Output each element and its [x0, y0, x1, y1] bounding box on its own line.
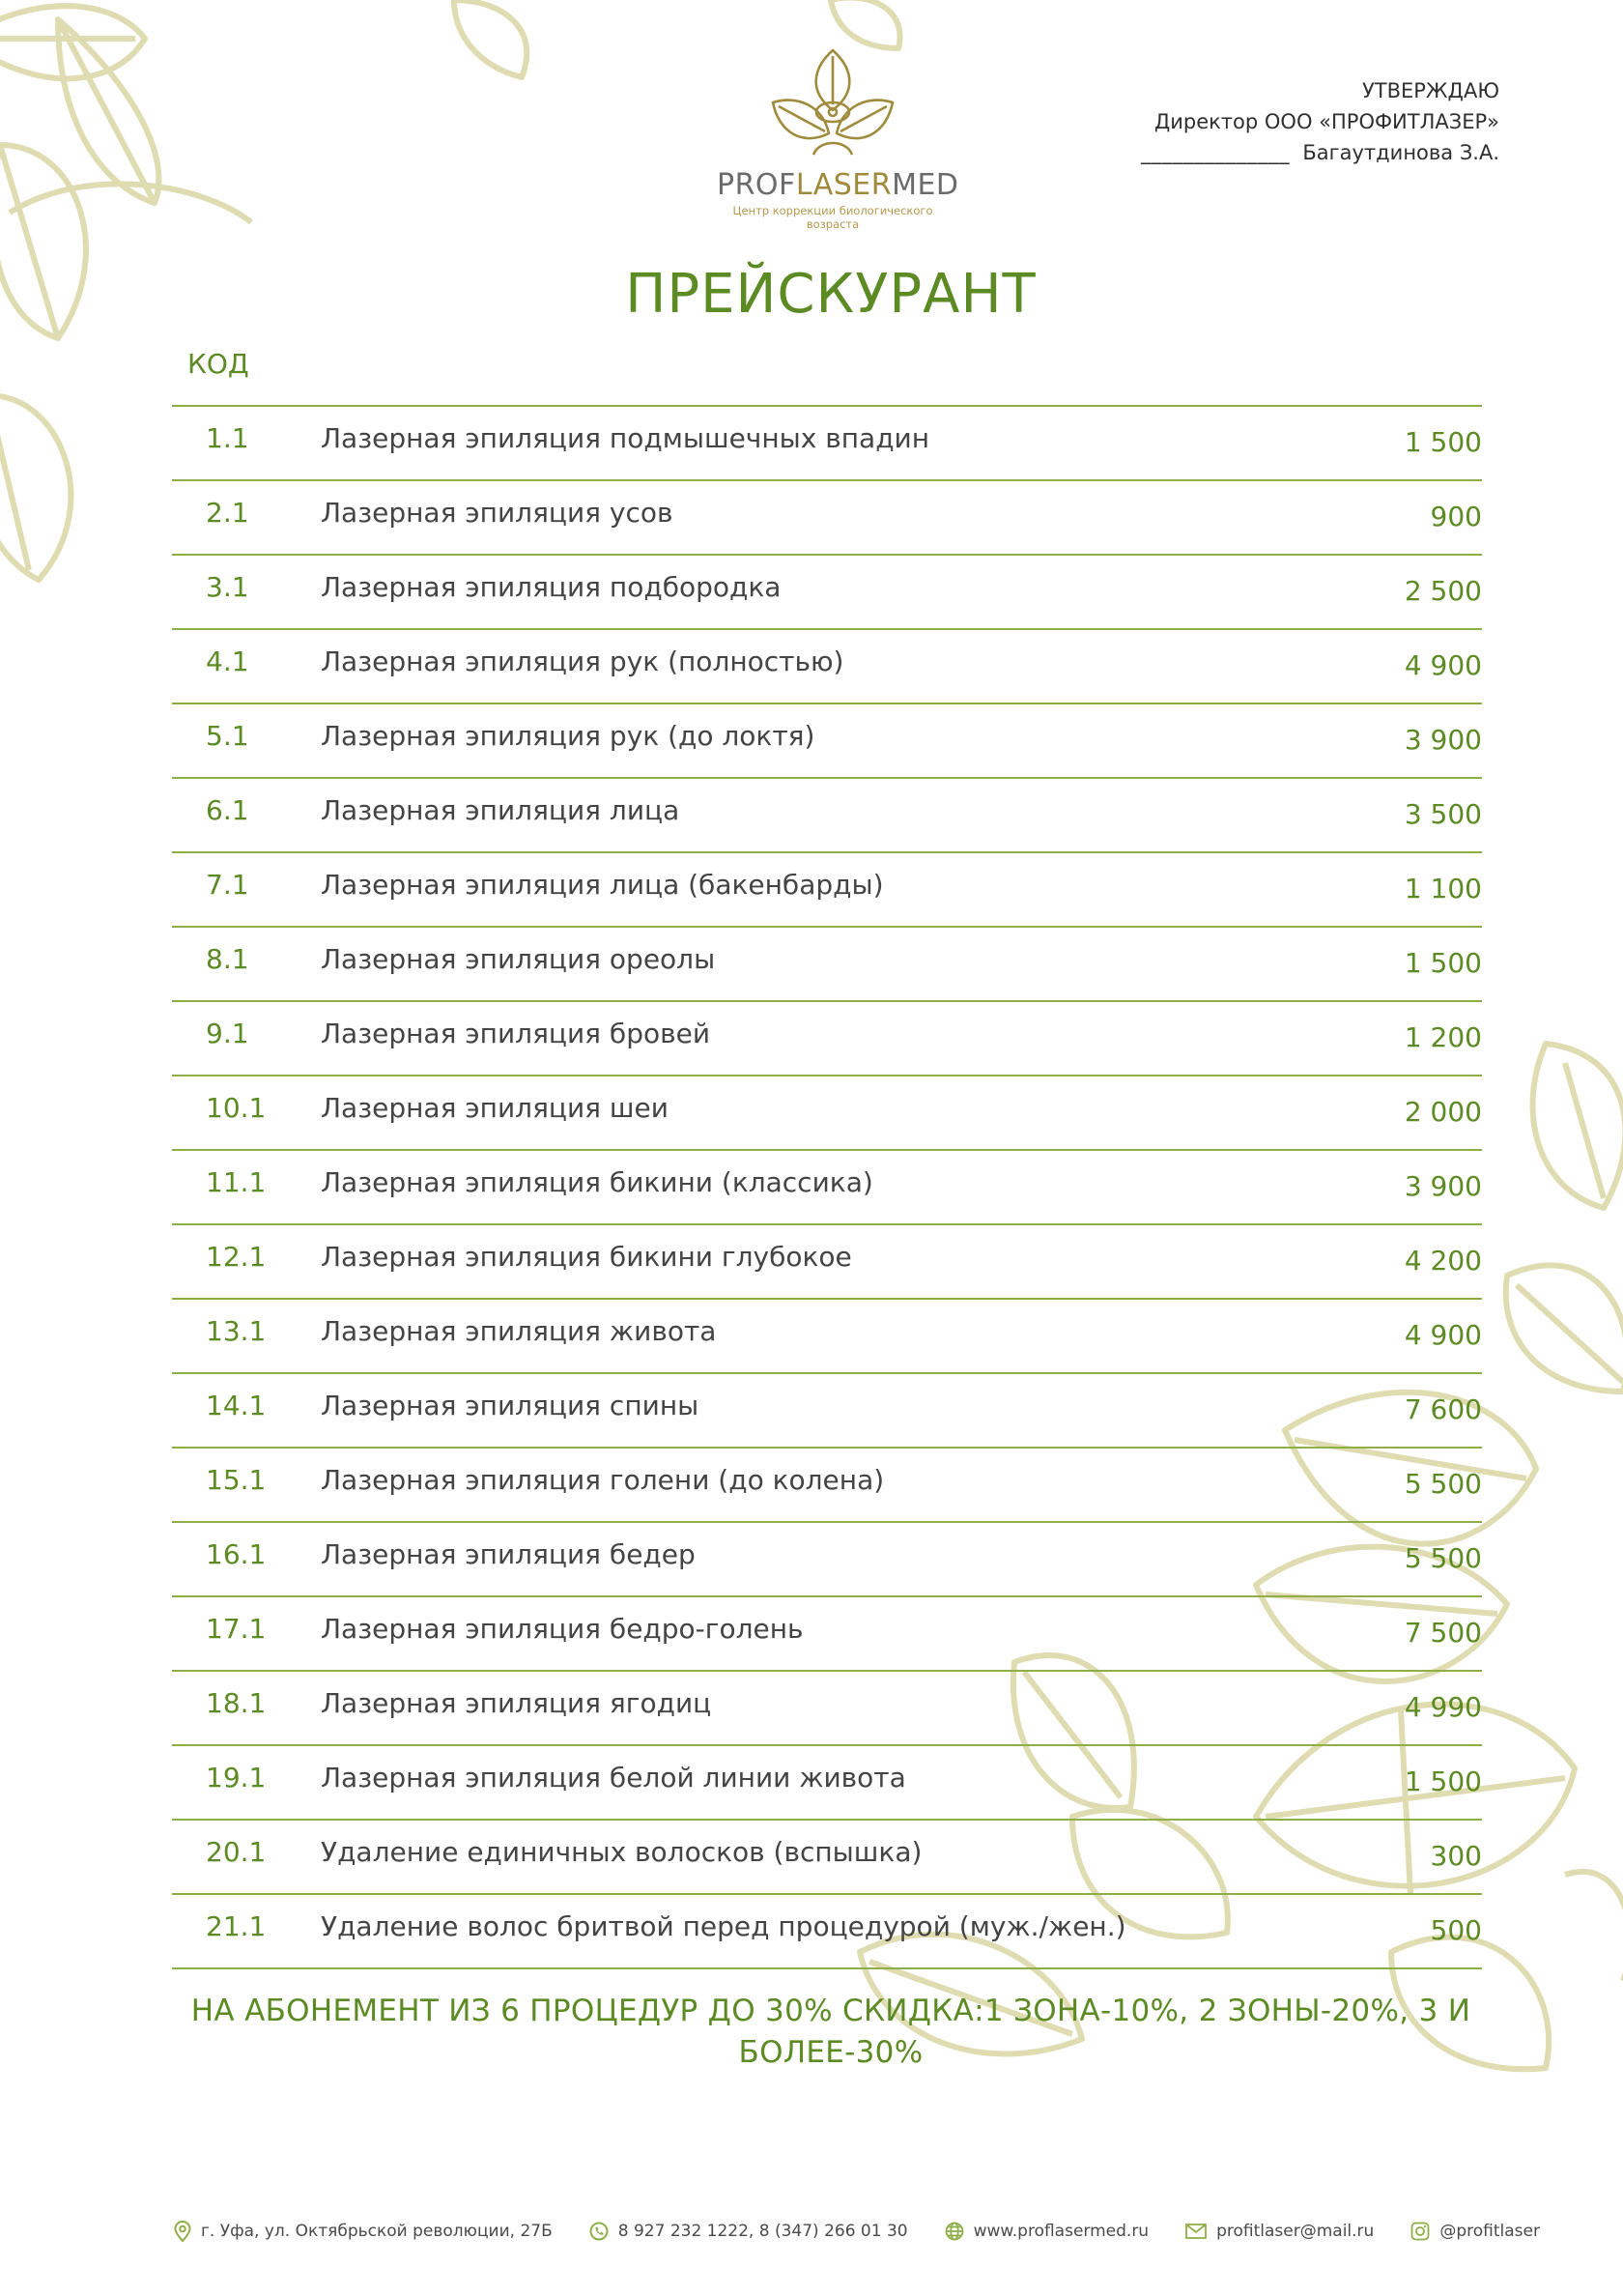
- price-code: 3.1: [206, 571, 249, 603]
- price-row: [172, 1000, 1482, 1075]
- promo-line-1: НА АБОНЕМЕНТ ИЗ 6 ПРОЦЕДУР ДО 30% СКИДКА:1 ЗОНА-10%, 2 ЗОНЫ-20%, 3 И: [190, 1994, 1471, 2028]
- service-price: 1 500: [1404, 1765, 1482, 1797]
- logo-brand-mid: LASER: [795, 168, 893, 202]
- approval-title: УТВЕРЖДАЮ: [1361, 79, 1499, 102]
- service-price: 4 990: [1404, 1691, 1482, 1723]
- footer-email-link[interactable]: profitlaser@mail.ru: [1216, 2222, 1375, 2241]
- service-price: 4 200: [1404, 1245, 1482, 1277]
- envelope-icon: [1185, 2224, 1207, 2239]
- company-logo: [717, 46, 959, 231]
- service-price: 7 500: [1404, 1617, 1482, 1649]
- service-price: 3 500: [1404, 798, 1482, 830]
- service-price: 7 600: [1404, 1393, 1482, 1425]
- logo-subtitle-line1: Центр коррекции биологического: [732, 204, 933, 217]
- service-price: 1 200: [1404, 1021, 1482, 1053]
- service-price: 5 500: [1404, 1468, 1482, 1500]
- service-name: Лазерная эпиляция рук (полностью): [321, 646, 844, 677]
- price-row: [172, 1893, 1482, 1967]
- service-price: 3 900: [1404, 1170, 1482, 1202]
- price-code: 6.1: [206, 794, 249, 826]
- price-code: 14.1: [206, 1390, 267, 1421]
- approval-position: Директор ООО «ПРОФИТЛАЗЕР»: [1153, 110, 1499, 133]
- price-code: 19.1: [206, 1762, 267, 1794]
- service-price: 1 500: [1404, 947, 1482, 979]
- subscription-promo: [145, 1991, 1517, 2074]
- service-name: Лазерная эпиляция бикини (классика): [321, 1166, 873, 1198]
- table-bottom-rule: [172, 1967, 1482, 1969]
- service-name: Лазерная эпиляция бикини глубокое: [321, 1241, 852, 1273]
- price-code: 1.1: [206, 422, 249, 454]
- service-price: 3 900: [1404, 724, 1482, 756]
- price-row: [172, 1298, 1482, 1372]
- price-row: [172, 1372, 1482, 1447]
- footer-website-link[interactable]: www.proflasermed.ru: [973, 2222, 1150, 2241]
- price-code: 2.1: [206, 497, 249, 529]
- service-price: 500: [1430, 1914, 1482, 1946]
- service-name: Удаление волос бритвой перед процедурой (муж./жен.): [321, 1910, 1126, 1942]
- price-row: [172, 405, 1482, 479]
- price-code: 21.1: [206, 1910, 267, 1942]
- service-price: 2 500: [1404, 575, 1482, 607]
- service-price: 300: [1430, 1840, 1482, 1872]
- service-name: Лазерная эпиляция усов: [321, 497, 673, 529]
- price-row: [172, 777, 1482, 851]
- service-name: Лазерная эпиляция ягодиц: [321, 1687, 712, 1719]
- service-price: 1 500: [1404, 426, 1482, 458]
- price-code: 11.1: [206, 1166, 267, 1198]
- price-row: [172, 628, 1482, 703]
- service-name: Лазерная эпиляция бедро-голень: [321, 1613, 804, 1645]
- price-row: [172, 703, 1482, 777]
- price-row: [172, 554, 1482, 628]
- price-row: [172, 851, 1482, 926]
- approval-signature-row: [1141, 137, 1499, 168]
- service-name: Лазерная эпиляция спины: [321, 1390, 699, 1421]
- globe-icon: [945, 2222, 964, 2241]
- price-code: 8.1: [206, 943, 249, 975]
- price-code: 20.1: [206, 1836, 267, 1868]
- price-row: [172, 1670, 1482, 1744]
- service-price: 900: [1430, 501, 1482, 532]
- instagram-icon: [1410, 2222, 1430, 2241]
- price-row: [172, 1744, 1482, 1819]
- page-title: ПРЕЙСКУРАНТ: [625, 263, 1037, 326]
- logo-brand-suffix: MED: [892, 168, 959, 202]
- price-row: [172, 1075, 1482, 1149]
- footer-address: г. Уфа, ул. Октябрьской революции, 27Б: [201, 2222, 553, 2241]
- code-column-header: КОД: [187, 348, 249, 380]
- footer-phones[interactable]: 8 927 232 1222, 8 (347) 266 01 30: [617, 2222, 908, 2241]
- service-price: 2 000: [1404, 1096, 1482, 1128]
- price-row: [172, 1595, 1482, 1670]
- price-code: 17.1: [206, 1613, 267, 1645]
- price-code: 12.1: [206, 1241, 267, 1273]
- logo-subtitle: [717, 204, 949, 231]
- service-name: Лазерная эпиляция белой линии живота: [321, 1762, 906, 1794]
- service-name: Лазерная эпиляция голени (до колена): [321, 1464, 885, 1496]
- price-code: 7.1: [206, 869, 249, 901]
- logo-emblem-icon: [765, 46, 900, 160]
- logo-brand-prefix: PROF: [717, 168, 796, 202]
- price-row: [172, 479, 1482, 554]
- price-code: 10.1: [206, 1092, 267, 1124]
- service-name: Лазерная эпиляция рук (до локтя): [321, 720, 815, 752]
- service-name: Лазерная эпиляция живота: [321, 1315, 717, 1347]
- price-code: 16.1: [206, 1538, 267, 1570]
- service-price: 4 900: [1404, 649, 1482, 681]
- service-name: Лазерная эпиляция подмышечных впадин: [321, 422, 930, 454]
- service-name: Лазерная эпиляция шеи: [321, 1092, 669, 1124]
- price-code: 9.1: [206, 1018, 249, 1049]
- logo-subtitle-line2: возраста: [806, 217, 860, 231]
- price-code: 13.1: [206, 1315, 267, 1347]
- promo-line-2: БОЛЕЕ-30%: [738, 2035, 924, 2070]
- price-code: 15.1: [206, 1464, 267, 1496]
- service-name: Лазерная эпиляция ореолы: [321, 943, 716, 975]
- price-code: 18.1: [206, 1687, 267, 1719]
- service-price: 4 900: [1404, 1319, 1482, 1351]
- price-row: [172, 1447, 1482, 1521]
- phone-icon: [589, 2222, 609, 2241]
- price-table: [172, 405, 1482, 1969]
- service-name: Лазерная эпиляция бровей: [321, 1018, 711, 1049]
- service-name: Лазерная эпиляция лица: [321, 794, 680, 826]
- service-name: Лазерная эпиляция лица (бакенбарды): [321, 869, 884, 901]
- price-row: [172, 1223, 1482, 1298]
- price-code: 5.1: [206, 720, 249, 752]
- price-code: 4.1: [206, 646, 249, 677]
- price-row: [172, 1819, 1482, 1893]
- logo-wordmark: [717, 168, 959, 202]
- location-pin-icon: [174, 2221, 191, 2242]
- signature-line: ______________: [1140, 141, 1290, 164]
- service-name: Лазерная эпиляция подбородка: [321, 571, 782, 603]
- price-row: [172, 1149, 1482, 1223]
- service-price: 5 500: [1404, 1542, 1482, 1574]
- footer-instagram-link[interactable]: @profitlaser: [1439, 2222, 1540, 2241]
- service-name: Удаление единичных волосков (вспышка): [321, 1836, 923, 1868]
- price-row: [172, 1521, 1482, 1595]
- contact-footer: [174, 2221, 1540, 2242]
- approval-name: Багаутдинова З.А.: [1302, 141, 1499, 164]
- service-name: Лазерная эпиляция бедер: [321, 1538, 696, 1570]
- price-row: [172, 926, 1482, 1000]
- approval-block: [1141, 75, 1499, 168]
- service-price: 1 100: [1404, 873, 1482, 904]
